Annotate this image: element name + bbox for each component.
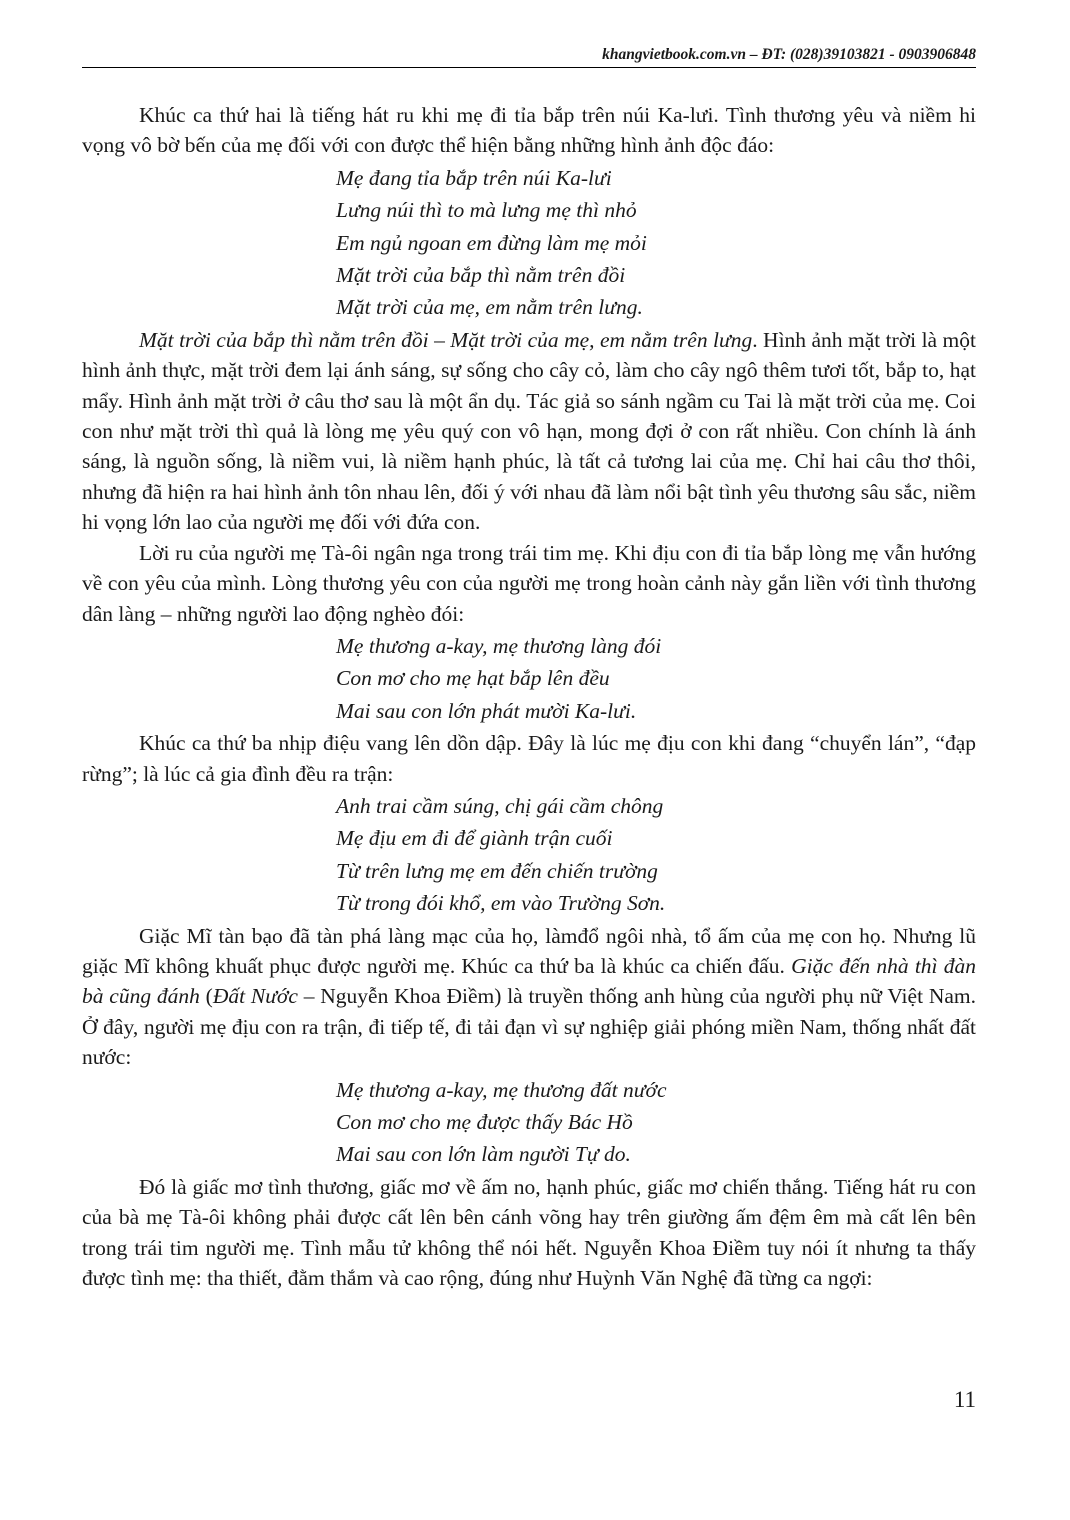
verse-line: Mặt trời của bắp thì nằm trên đồi [336,263,626,288]
verse-block-3 [336,790,976,920]
paragraph-6: Đó là giấc mơ tình thương, giấc mơ về ấm no, hạnh phúc, giấc mơ chiến thắng. Tiếng hát ru con của bà mẹ Tà-ôi không phải được cất lên bên cánh võng hay trên giường ấm đệm êm mà cất lên bên trong trái tim người mẹ. Tình mẫu tử không thể nói hết. Nguyễn Khoa Điềm tuy nói ít nhưng ta thấy được tình mẹ: tha thiết, đằm thắm và cao rộng, đúng như Huỳnh Văn Nghệ đã từng ca ngợi: [82,1174,976,1291]
paragraph-1: Khúc ca thứ hai là tiếng hát ru khi mẹ đi tỉa bắp trên núi Ka-lưi. Tình thương yêu và niềm hi vọng vô bờ bến của mẹ đối với con được thể hiện bằng những hình ảnh độc đáo: [82,103,976,158]
quoted-line: Giặc đến nhà thì đàn bà cũng đánh [82,953,976,1009]
verse-block-4 [336,1074,976,1171]
verse-line: Con mơ cho mẹ được thấy Bác Hồ [336,1110,633,1134]
paragraph-5-text-b: ( [199,984,213,1009]
paragraph-4: Khúc ca thứ ba nhịp điệu vang lên dồn dập. Đây là lúc mẹ địu con khi đang “chuyển lán”, “đạp rừng”; là lúc cả gia đình đều ra trận: [82,731,976,786]
paragraph-2-text: . Hình ảnh mặt trời là một hình ảnh thực, mặt trời đem lại ánh sáng, sự sống cho cây cỏ, làm cho cây ngô thêm tươi tốt, bắp to, hạt mẩy. Hình ảnh mặt trời ở câu thơ sau là một ẩn dụ. Tác giả so sánh ngầm cu Tai là mặt trời của mẹ. Coi con như mặt trời thì quả là lòng mẹ yêu quý con vô hạn, mong đợi ở con rất nhiều. Con chính là ánh sáng, là nguồn sống, là niềm vui, là niềm hạnh phúc, là tất cả tương lai của mẹ. Chỉ hai câu thơ thôi, nhưng đã hiện ra hai hình ảnh tôn nhau lên, đối ý với nhau đã làm nổi bật tình yêu thương sâu sắc, niềm hi vọng lớn lao của người mẹ đối với đứa con. [82,327,976,535]
paragraph-2 [82,325,976,538]
verse-line: Anh trai cầm súng, chị gái cầm chông [336,793,664,818]
verse-line: Con mơ cho mẹ hạt bắp lên đều [336,666,610,691]
verse-line: Mẹ thương a-kay, mẹ thương đất nước [336,1077,667,1102]
page-number: 11 [953,1387,976,1412]
paragraph-5-text-a: Giặc Mĩ tàn bạo đã tàn phá làng mạc của họ, làmđổ ngôi nhà, tổ ấm của mẹ con họ. Nhưng lũ giặc Mĩ không khuất phục được người mẹ. Khúc ca thứ ba là khúc ca chiến đấu. [82,923,976,978]
paragraph-3: Lời ru của người mẹ Tà-ôi ngân nga trong trái tim mẹ. Khi địu con đi tỉa bắp lòng mẹ vẫn hướng về con yêu của mình. Lòng thương yêu con của người mẹ trong hoàn cảnh này gắn liền với tình thương dân làng – những người lao động nghèo đói: [82,540,976,626]
verse-block-1 [336,162,976,324]
page-header: khangvietbook.com.vn – ĐT: (028)39103821 - 0903906848 [602,46,976,63]
verse-line: Mẹ thương a-kay, mẹ thương làng đói [336,633,662,658]
verse-line: Mai sau con lớn làm người Tự do. [336,1142,631,1167]
verse-line: Từ trên lưng mẹ em đến chiến trường [336,858,658,883]
verse-line: Mặt trời của mẹ, em nằm trên lưng. [336,295,643,320]
verse-line: Mẹ đang tỉa bắp trên núi Ka-lưi [336,165,612,190]
quoted-verse: Mặt trời của bắp thì nằm trên đồi – Mặt trời của mẹ, em nằm trên lưng [139,327,753,352]
verse-line: Từ trong đói khổ, em vào Trường Sơn. [336,891,666,916]
verse-line: Em ngủ ngoan em đừng làm mẹ mỏi [336,230,647,255]
verse-line: Lưng núi thì to mà lưng mẹ thì nhỏ [336,198,637,223]
paragraph-5-text-c: – Nguyễn Khoa Điềm) là truyền thống anh hùng của người phụ nữ Việt Nam. Ở đây, người mẹ địu con ra trận, đi tiếp tế, đi tải đạn vì sự nghiệp giải phóng miền Nam, thống nhất đất nước: [82,984,976,1070]
work-title: Đất Nước [212,984,298,1009]
verse-line: Mẹ địu em đi để giành trận cuối [336,826,613,851]
verse-line: Mai sau con lớn phát mười Ka-lưi. [336,698,637,723]
paragraph-5 [82,921,976,1073]
verse-block-2 [336,630,976,727]
header-rule [82,67,976,68]
page-body [82,100,976,1293]
